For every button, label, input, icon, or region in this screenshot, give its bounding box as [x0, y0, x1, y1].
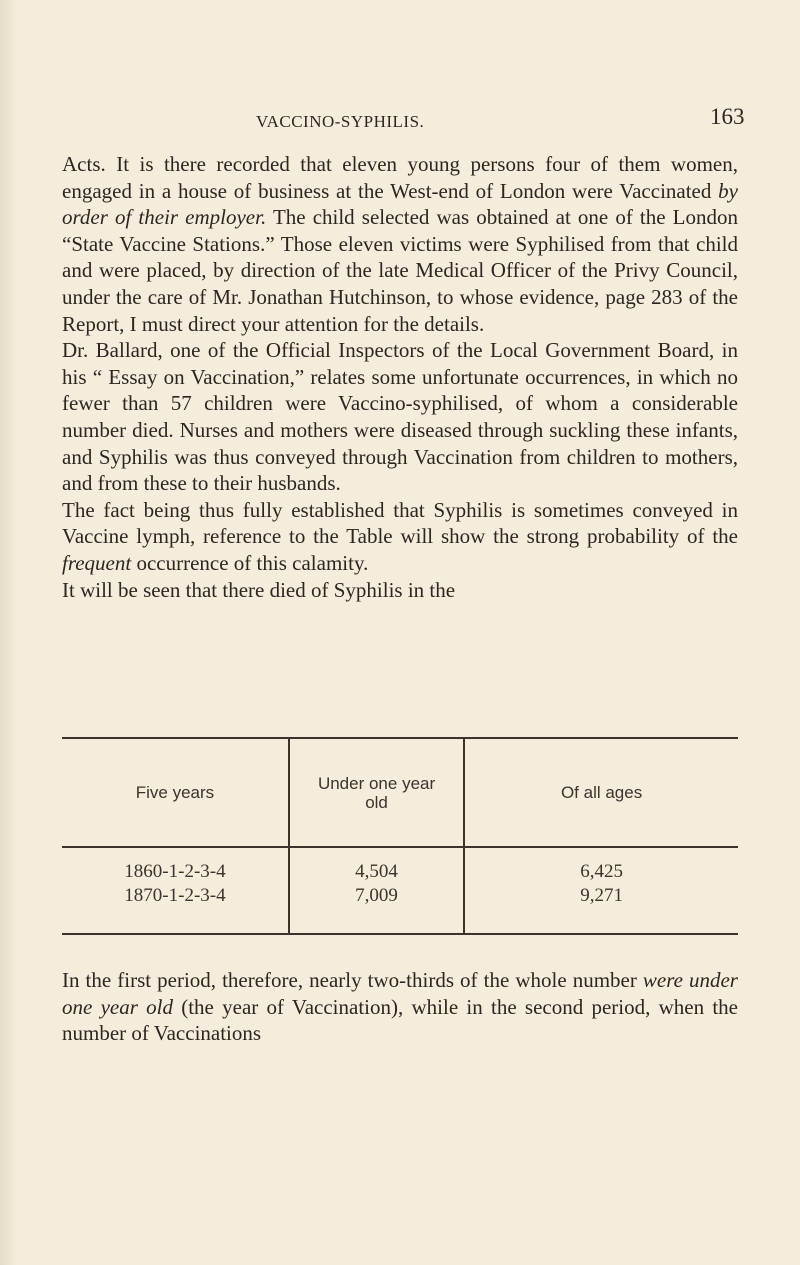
header-all-ages: Of all ages: [464, 738, 738, 847]
under-one-1870: 7,009: [355, 885, 398, 906]
body-text: [62, 151, 738, 603]
cell-periods: [62, 847, 289, 934]
period-1870: 1870-1-2-3-4: [124, 885, 226, 906]
text-run: The child selected was obtained at one of the London “State Vaccine Stations.” Those eleven victims were Syphilised from that child and were placed, by direction of the late Medical Officer of the Privy Council, under the care of Mr. Jonathan Hutchinson, to whose evidence, page 283 of the Report, I must direct your attention for the details.: [62, 205, 738, 336]
page-edge-shadow: [0, 0, 18, 1265]
table-header-row: [62, 738, 738, 847]
text-run: The fact being thus fully established that Syphilis is sometimes conveyed in Vaccine lymph, reference to the Table will show the strong probability of the: [62, 497, 738, 549]
text-run: In the first period, therefore, nearly two-thirds of the whole number: [62, 968, 643, 992]
paragraph-ballard: Dr. Ballard, one of the Official Inspectors of the Local Government Board, in his “ Essay on Vaccination,” relates some unfortunate occurrences, in which no fewer than 57 children were Vaccino-syphilised, of whom a considerable number died. Nurses and mothers were diseased through suckling these infants, and Syphilis was thus conveyed through Vaccination from children to mothers, and from these to their husbands.: [62, 338, 738, 496]
all-ages-1870: 9,271: [580, 885, 623, 906]
header-five-years: Five years: [62, 738, 289, 847]
text-run: (the year of Vaccination), while in the second period, when the number of Vaccinations: [62, 994, 738, 1046]
cell-all-ages: [464, 847, 738, 934]
text-run: Acts. It is there recorded that eleven young persons four of them women, engaged in a house of business at the West-end of London were Vaccinated: [62, 152, 738, 203]
syphilis-deaths-table: [62, 737, 738, 935]
page-number: 163: [710, 104, 745, 129]
body-text-continued: [62, 967, 738, 1047]
running-head: VACCINO-SYPHILIS.: [256, 112, 425, 131]
data-table: [62, 737, 738, 935]
text-run: occurrence of this calamity.: [131, 550, 369, 575]
period-1860: 1860-1-2-3-4: [124, 861, 226, 882]
paragraph-first-period: [62, 967, 738, 1047]
paragraph-acts: [62, 151, 738, 337]
paragraph-seen: It will be seen that there died of Syphilis in the: [62, 577, 456, 602]
paragraph-fact: [62, 497, 738, 577]
table-row: [62, 847, 738, 934]
header-under-one-year-text: Under one year old: [317, 773, 436, 812]
italic-run: were under one year old: [62, 968, 738, 1019]
page-header: [0, 104, 800, 134]
italic-run: frequent: [62, 550, 132, 575]
cell-under-one: [289, 847, 464, 934]
under-one-1860: 4,504: [355, 861, 398, 882]
italic-run: by order of their employer.: [62, 178, 738, 230]
header-under-one-year: [289, 738, 464, 847]
all-ages-1860: 6,425: [580, 861, 623, 882]
